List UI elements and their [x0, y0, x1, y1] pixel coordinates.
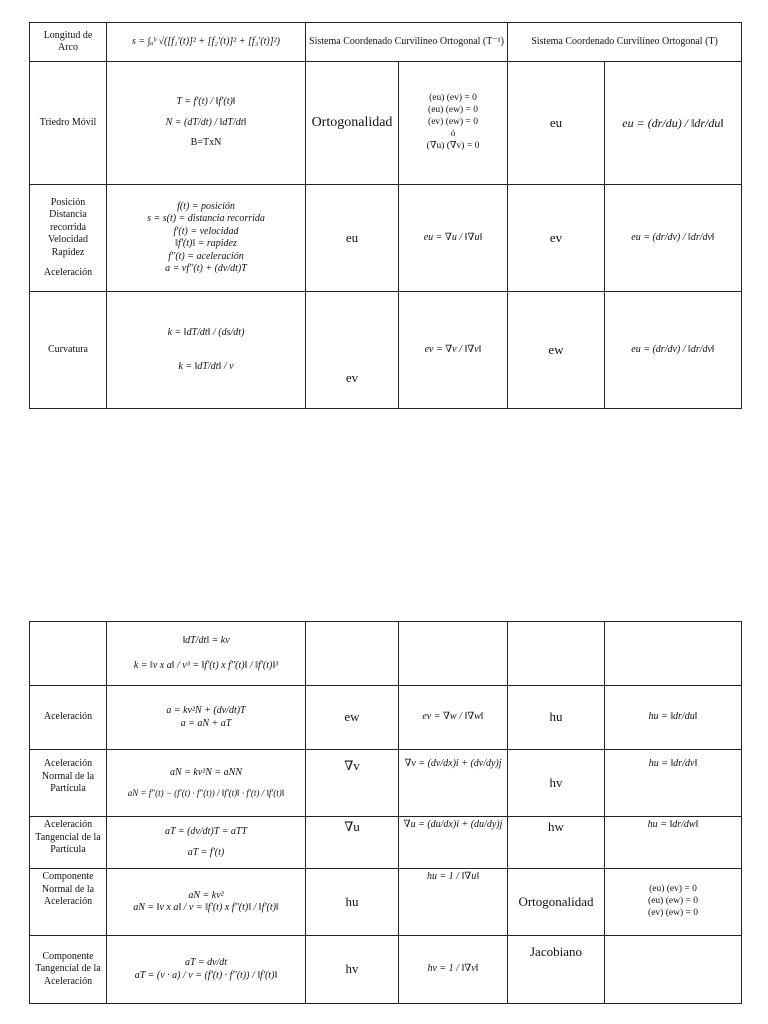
gradient-v: ∇v: [306, 750, 399, 817]
dt-norm-formula: ‖dT/dt‖ = kv: [182, 635, 230, 646]
table-row: [30, 292, 742, 409]
condition-vw: (ev) (ew) = 0: [428, 117, 478, 128]
gradient-u-formula: ∇u = (du/dx)i + (du/dy)j: [399, 817, 508, 869]
ortogonalidad-label: Ortogonalidad: [306, 62, 399, 185]
empty-cell: [399, 622, 508, 686]
motion-formulas: [107, 185, 306, 292]
condition-vw: (ev) (ew) = 0: [648, 907, 698, 918]
table-row: [30, 23, 742, 62]
scale-factor-hv: hv: [508, 750, 605, 817]
label-rapidez: Rapidez: [51, 246, 85, 258]
table-row: [30, 62, 742, 185]
curvature-extra-formulas: [107, 622, 306, 686]
formula-aceleracion: f''(t) = aceleración: [168, 250, 244, 262]
empty-cell: [30, 622, 107, 686]
normal-acceleration-formulas: [107, 750, 306, 817]
label-tangential-particle: Aceleración Tangencial de la Partícula: [30, 817, 107, 869]
tangent-formula: T = f'(t) / ‖f'(t)‖: [176, 96, 236, 108]
label-normal-component: Componente Normal de la Aceleración: [30, 869, 107, 936]
condition-gradients: (∇u) (∇v) = 0: [426, 140, 480, 151]
empty-cell: [605, 622, 742, 686]
gradient-u: ∇u: [306, 817, 399, 869]
scale-factor-hw: hw: [508, 817, 605, 869]
condition-uv: (eu) (ev) = 0: [429, 93, 477, 104]
curvature-formula-1: k = ‖dT/dt‖ / (ds/dt): [167, 326, 245, 338]
normal-formula: N = (dT/dt) / ‖dT/dt‖: [165, 116, 247, 128]
empty-cell: [508, 622, 605, 686]
normal-formula-1: aN = kv²N = aNN: [169, 767, 243, 779]
header-curvilinear-inverse: Sistema Coordenado Curvilíneo Ortogonal (T⁻¹): [306, 23, 508, 62]
table-row: [30, 817, 742, 869]
table-row: [30, 185, 742, 292]
ortogonalidad-label: Ortogonalidad: [508, 869, 605, 936]
unit-vector-ew: ew: [508, 292, 605, 409]
condition-uv: (eu) (ev) = 0: [649, 884, 697, 895]
arc-length-formula: s = ∫ₐᵇ √([f₁'(t)]² + [f₂'(t)]² + [f₃'(t)]²): [107, 23, 306, 62]
label-distancia: Distancia recorrida: [49, 209, 87, 233]
header-curvilinear: Sistema Coordenado Curvilíneo Ortogonal (T): [508, 23, 742, 62]
scale-factor-hu: hu: [508, 686, 605, 750]
normal-component-formula-2: aN = ‖v x a‖ / v = ‖f'(t) x f''(t)‖ / ‖f'(t)‖: [133, 902, 279, 913]
formula-velocidad: f'(t) = velocidad: [173, 225, 239, 237]
condition-uw: (eu) (ew) = 0: [648, 896, 698, 907]
label-velocidad: Velocidad: [48, 234, 88, 245]
formula-table-top: [29, 22, 742, 409]
hv-formula: hu = ‖dr/dv‖: [605, 750, 742, 817]
formula-posicion: f(t) = posición: [177, 200, 235, 212]
label-triedro: Triedro Móvil: [30, 62, 107, 185]
tangential-formula-1: aT = (dv/dt)T = aTT: [164, 826, 248, 837]
tangential-component-formulas: [107, 936, 306, 1004]
label-tangential-component: Componente Tangencial de la Aceleración: [30, 936, 107, 1004]
ev-gradient-formula: ev = ∇v / ‖∇v‖: [399, 292, 508, 409]
label-aceleracion: Aceleración: [30, 686, 107, 750]
label-curvatura: Curvatura: [30, 292, 107, 409]
formula-rapidez: ‖f'(t)‖ = rapidez: [175, 238, 237, 249]
scale-factor-hu: hu: [306, 869, 399, 936]
gradient-v-formula: ∇v = (dv/dx)i + (dv/dy)j: [399, 750, 508, 817]
ev-formula: eu = (dr/dv) / ‖dr/dv‖: [605, 185, 742, 292]
empty-cell: [605, 936, 742, 1004]
formula-table-bottom: [29, 621, 742, 1004]
ew-formula: eu = (dr/dv) / ‖dr/dv‖: [605, 292, 742, 409]
hw-formula: hu = ‖dr/dw‖: [605, 817, 742, 869]
tangential-acceleration-formulas: [107, 817, 306, 869]
orthogonality-conditions: [605, 869, 742, 936]
curvature-formulas: [107, 292, 306, 409]
unit-vector-ev: ev: [306, 292, 399, 409]
unit-vector-ev: ev: [508, 185, 605, 292]
acceleration-formulas: [107, 686, 306, 750]
triedro-formulas: [107, 62, 306, 185]
unit-vector-ew: ew: [306, 686, 399, 750]
label-aceleracion: Aceleración: [43, 267, 93, 278]
normal-component-formulas: [107, 869, 306, 936]
table-row: [30, 686, 742, 750]
acceleration-formula-2: a = aN + aT: [180, 717, 232, 729]
motion-labels: [30, 185, 107, 292]
hu-formula: hu = ‖dr/du‖: [605, 686, 742, 750]
curvature-formula-2: k = ‖dT/dt‖ / v: [178, 361, 234, 372]
condition-uw: (eu) (ew) = 0: [428, 105, 478, 116]
formula-a: a = vf''(t) + (dv/dt)T: [165, 263, 247, 274]
tangential-formula-2: aT = f'(t): [187, 846, 225, 858]
normal-component-formula-1: aN = kv²: [188, 889, 224, 901]
normal-formula-2: aN = f''(t) − (f'(t) · f''(t)) / ‖f'(t)‖ · f'(t) / ‖f'(t)‖: [127, 787, 285, 798]
scale-factor-hv: hv: [306, 936, 399, 1004]
eu-gradient-formula: eu = ∇u / ‖∇u‖: [399, 185, 508, 292]
binormal-formula: B=TxN: [190, 137, 222, 149]
unit-vector-eu: eu: [306, 185, 399, 292]
label-posicion: Posición: [50, 196, 86, 208]
header-arc-length: Longitud de Arco: [30, 23, 107, 62]
tangential-component-formula-2: aT = (v · a) / v = (f'(t) · f''(t)) / ‖f'(t)‖: [134, 969, 278, 981]
table-row: [30, 622, 742, 686]
formula-distancia: s = s(t) = distancia recorrida: [147, 213, 265, 224]
tangential-component-formula-1: aT = dv/dt: [184, 957, 228, 968]
empty-cell: [306, 622, 399, 686]
table-row: [30, 869, 742, 936]
hv-gradient-formula: hv = 1 / ‖∇v‖: [399, 936, 508, 1004]
table-row: [30, 750, 742, 817]
jacobiano-label: Jacobiano: [508, 936, 605, 1004]
condition-or: ó: [450, 128, 456, 139]
label-normal-particle: Aceleración Normal de la Partícula: [30, 750, 107, 817]
eu-formula: eu = (dr/du) / ‖dr/du‖: [605, 62, 742, 185]
ew-gradient-formula: ev = ∇w / ‖∇w‖: [399, 686, 508, 750]
hu-gradient-formula: hu = 1 / ‖∇u‖: [399, 869, 508, 936]
table-row: [30, 936, 742, 1004]
unit-vector-eu: eu: [508, 62, 605, 185]
k-cross-formula: k = ‖v x a‖ / v³ = ‖f'(t) x f''(t)‖ / ‖f'(t)‖³: [133, 659, 279, 671]
acceleration-formula-1: a = kv²N + (dv/dt)T: [166, 705, 246, 716]
orthogonality-conditions: [399, 62, 508, 185]
